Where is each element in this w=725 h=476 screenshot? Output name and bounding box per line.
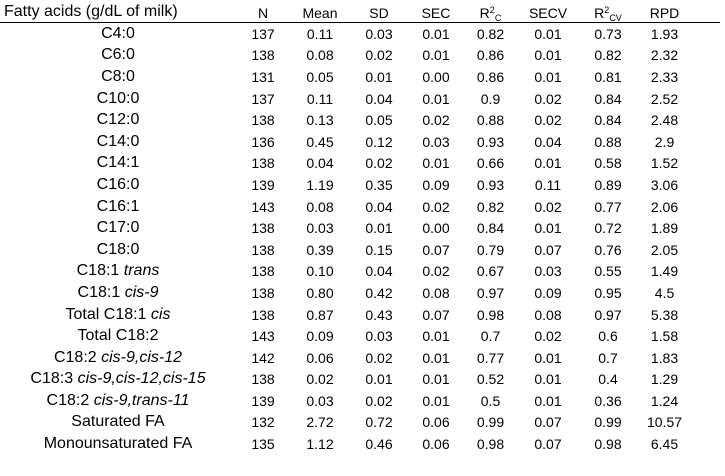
cell-secv: 0.07: [534, 241, 562, 258]
cell-sd: 0.15: [365, 241, 393, 258]
cell-r2cv: 0.84: [594, 112, 622, 129]
cell-sec: 0.01: [422, 155, 450, 172]
cell-rpd: 1.58: [650, 328, 679, 345]
cell-sd: 0.43: [365, 306, 393, 323]
cell-sec: 0.02: [422, 263, 450, 280]
cell-sec: 0.02: [422, 112, 450, 129]
table-row: [0, 282, 720, 304]
cell-mean: 0.87: [306, 306, 334, 323]
cell-sec: 0.01: [422, 90, 450, 107]
header-n: N: [236, 0, 290, 23]
cell-r2c: 0.5: [480, 392, 501, 409]
fatty-acid-name: C16:1: [96, 197, 140, 215]
cell-secv: 0.11: [534, 176, 562, 193]
cell-r2c: 0.93: [476, 133, 505, 150]
table-row: [0, 347, 720, 369]
cell-secv: 0.02: [534, 198, 562, 215]
fatty-acid-name: Total C18:1: [65, 305, 147, 323]
cell-n: 139: [251, 176, 275, 193]
cell-sec: 0.07: [422, 241, 450, 258]
cell-secv: 0.02: [534, 90, 562, 107]
cell-secv: 0.01: [534, 349, 562, 366]
fatty-acid-name-cell: [0, 304, 236, 326]
cell-sd: 0.72: [365, 414, 393, 431]
cell-mean: 0.13: [306, 112, 334, 129]
cell-r2c: 0.84: [476, 220, 505, 237]
cell-mean: 0.03: [306, 392, 334, 409]
fatty-acid-name-cell: [0, 347, 236, 369]
cell-r2cv: 0.6: [598, 328, 618, 345]
header-r2c-base: R: [479, 5, 490, 21]
cell-secv: 0.02: [534, 112, 562, 129]
cell-sd: 0.01: [365, 371, 393, 388]
fatty-acid-name-cell: [0, 390, 236, 412]
cell-spacer: [692, 217, 720, 239]
fatty-acid-name: C18:0: [96, 240, 140, 258]
fatty-acid-name: C16:0: [96, 175, 140, 193]
cell-spacer: [692, 412, 720, 434]
table-row: [0, 433, 720, 455]
cell-sd: 0.03: [365, 25, 393, 42]
cell-secv: 0.09: [534, 284, 562, 301]
cell-sec: 0.03: [422, 133, 450, 150]
cell-n: 131: [251, 68, 275, 85]
cell-sec: 0.06: [422, 414, 450, 431]
fatty-acid-isomer: cis-9,trans-11: [93, 391, 190, 409]
cell-rpd: 1.24: [650, 392, 679, 409]
table-row: [0, 66, 720, 88]
table-row: [0, 325, 720, 347]
table-row: [0, 109, 720, 131]
cell-sec: 0.01: [422, 349, 450, 366]
fatty-acid-name: C18:2: [46, 391, 90, 409]
cell-spacer: [692, 304, 720, 326]
cell-r2cv: 0.55: [594, 263, 622, 280]
cell-sd: 0.42: [365, 284, 393, 301]
cell-r2c: 0.86: [476, 68, 505, 85]
cell-spacer: [692, 109, 720, 131]
cell-secv: 0.01: [534, 371, 562, 388]
cell-rpd: 2.05: [650, 241, 679, 258]
cell-sd: 0.02: [365, 47, 393, 64]
cell-spacer: [692, 239, 720, 261]
cell-mean: 1.19: [306, 176, 334, 193]
cell-n: 143: [251, 328, 275, 345]
cell-sd: 0.04: [365, 263, 393, 280]
cell-rpd: 6.45: [650, 436, 679, 453]
cell-r2cv: 0.99: [594, 414, 622, 431]
cell-sec: 0.01: [422, 392, 450, 409]
cell-n: 135: [251, 436, 275, 453]
cell-rpd: 2.06: [650, 198, 679, 215]
header-r2cv: [579, 0, 637, 23]
cell-spacer: [692, 347, 720, 369]
header-spacer: [692, 0, 720, 23]
cell-r2cv: 0.76: [594, 241, 622, 258]
cell-mean: 0.04: [306, 155, 334, 172]
cell-r2cv: 0.82: [594, 47, 622, 64]
cell-sec: 0.02: [422, 198, 450, 215]
cell-spacer: [692, 88, 720, 110]
cell-rpd: 1.49: [650, 263, 679, 280]
fatty-acid-name: C10:0: [96, 89, 140, 107]
cell-spacer: [692, 282, 720, 304]
cell-sd: 0.12: [365, 133, 393, 150]
table-row: [0, 23, 720, 45]
cell-rpd: 2.32: [650, 47, 679, 64]
cell-spacer: [692, 390, 720, 412]
fatty-acid-name-cell: [0, 66, 236, 88]
cell-rpd: 1.89: [650, 220, 679, 237]
cell-r2cv: 0.4: [598, 371, 618, 388]
cell-n: 138: [251, 220, 275, 237]
cell-r2cv: 0.89: [594, 176, 622, 193]
cell-n: 137: [251, 25, 275, 42]
header-r2cv-sub: CV: [609, 13, 622, 23]
table-row: [0, 45, 720, 67]
cell-r2cv: 0.98: [594, 436, 622, 453]
cell-spacer: [692, 23, 720, 45]
header-fatty-acids: Fatty acids (g/dL of milk): [0, 0, 236, 23]
cell-sd: 0.03: [365, 328, 393, 345]
cell-r2cv: 0.73: [594, 25, 622, 42]
cell-spacer: [692, 369, 720, 391]
cell-mean: 0.80: [306, 284, 334, 301]
cell-r2c: 0.82: [476, 198, 505, 215]
fatty-acid-isomer: trans: [123, 262, 160, 280]
cell-n: 138: [251, 284, 275, 301]
cell-n: 132: [251, 414, 275, 431]
header-row: [0, 0, 720, 23]
fatty-acid-name: Saturated FA: [71, 413, 165, 431]
fatty-acid-isomer: cis-9,cis-12: [101, 348, 183, 366]
cell-r2cv: 0.58: [594, 155, 622, 172]
cell-secv: 0.01: [534, 25, 562, 42]
fatty-acid-name-cell: [0, 109, 236, 131]
cell-r2c: 0.9: [480, 90, 501, 107]
cell-mean: 0.08: [306, 47, 334, 64]
fatty-acid-name-cell: [0, 217, 236, 239]
cell-mean: 0.39: [306, 241, 334, 258]
table-row: [0, 304, 720, 326]
cell-sec: 0.08: [422, 284, 450, 301]
fatty-acid-name-cell: [0, 325, 236, 347]
cell-r2cv: 0.7: [598, 349, 618, 366]
fatty-acid-isomer: cis-9: [124, 283, 159, 301]
cell-mean: 0.11: [306, 25, 334, 42]
fatty-acid-name-cell: [0, 196, 236, 218]
cell-secv: 0.03: [534, 263, 562, 280]
cell-sec: 0.01: [422, 25, 450, 42]
fatty-acid-name-cell: [0, 131, 236, 153]
fatty-acid-name-cell: [0, 433, 236, 455]
cell-n: 138: [251, 47, 275, 64]
cell-rpd: 2.52: [650, 90, 679, 107]
cell-sd: 0.01: [365, 68, 393, 85]
table-row: [0, 412, 720, 434]
table-row: [0, 131, 720, 153]
cell-sec: 0.00: [422, 68, 450, 85]
header-sec: SEC: [408, 0, 464, 23]
fatty-acid-name: C4:0: [101, 24, 135, 42]
cell-secv: 0.08: [534, 306, 562, 323]
cell-r2c: 0.66: [476, 155, 505, 172]
cell-r2cv: 0.72: [594, 220, 622, 237]
cell-sec: 0.01: [422, 47, 450, 64]
cell-sec: 0.01: [422, 328, 450, 345]
cell-sec: 0.00: [422, 220, 450, 237]
table-row: [0, 88, 720, 110]
fatty-acid-name-cell: [0, 23, 236, 45]
header-r2cv-sup: 2: [604, 5, 610, 15]
fatty-acid-name: C6:0: [101, 46, 135, 64]
cell-rpd: 2.33: [650, 68, 679, 85]
cell-sd: 0.01: [365, 220, 393, 237]
cell-rpd: 1.29: [650, 371, 679, 388]
cell-sd: 0.02: [365, 155, 393, 172]
cell-r2cv: 0.36: [594, 392, 622, 409]
cell-n: 138: [251, 241, 275, 258]
cell-sd: 0.04: [365, 198, 393, 215]
cell-r2cv: 0.84: [594, 90, 622, 107]
table-row: [0, 217, 720, 239]
table-row: [0, 369, 720, 391]
cell-mean: 0.08: [306, 198, 334, 215]
cell-mean: 0.45: [306, 133, 334, 150]
cell-n: 138: [251, 263, 275, 280]
cell-r2c: 0.97: [476, 284, 505, 301]
cell-r2cv: 0.81: [594, 68, 622, 85]
cell-secv: 0.01: [534, 392, 562, 409]
cell-sd: 0.02: [365, 392, 393, 409]
header-secv: SECV: [517, 0, 579, 23]
table-row: [0, 261, 720, 283]
cell-sd: 0.35: [365, 176, 393, 193]
fatty-acid-name-cell: [0, 369, 236, 391]
table-header: [0, 0, 720, 23]
fatty-acid-name: C14:0: [96, 132, 140, 150]
fatty-acid-isomer: cis-9,cis-12,cis-15: [77, 370, 206, 388]
cell-r2c: 0.98: [476, 436, 505, 453]
cell-mean: 0.03: [306, 220, 334, 237]
cell-secv: 0.07: [534, 414, 562, 431]
fatty-acid-name: C18:1: [76, 262, 120, 280]
table-row: [0, 174, 720, 196]
fatty-acid-isomer: cis: [150, 305, 171, 323]
cell-spacer: [692, 433, 720, 455]
fatty-acid-name: C14:1: [96, 154, 140, 172]
table-row: [0, 390, 720, 412]
fatty-acid-name: C17:0: [96, 219, 140, 237]
cell-secv: 0.01: [534, 220, 562, 237]
fatty-acid-name: C18:2: [53, 348, 97, 366]
cell-mean: 0.10: [306, 263, 334, 280]
cell-spacer: [692, 325, 720, 347]
cell-mean: 0.05: [306, 68, 334, 85]
header-mean: Mean: [290, 0, 350, 23]
cell-rpd: 1.52: [650, 155, 679, 172]
cell-secv: 0.02: [534, 328, 562, 345]
cell-secv: 0.01: [534, 155, 562, 172]
cell-r2c: 0.88: [476, 112, 505, 129]
cell-spacer: [692, 153, 720, 175]
cell-r2c: 0.7: [480, 328, 501, 345]
cell-mean: 0.06: [306, 349, 334, 366]
cell-mean: 0.11: [306, 90, 334, 107]
cell-sec: 0.06: [422, 436, 450, 453]
fatty-acid-name: C18:1: [77, 283, 121, 301]
table-body: [0, 23, 720, 455]
cell-n: 138: [251, 306, 275, 323]
cell-spacer: [692, 131, 720, 153]
cell-r2cv: 0.77: [594, 198, 622, 215]
fatty-acid-name: C8:0: [101, 67, 135, 85]
cell-rpd: 1.83: [650, 349, 679, 366]
fatty-acid-name: C12:0: [96, 111, 140, 129]
cell-spacer: [692, 66, 720, 88]
cell-n: 137: [251, 90, 275, 107]
cell-sd: 0.02: [365, 349, 393, 366]
cell-rpd: 3.06: [650, 176, 679, 193]
cell-n: 136: [251, 133, 275, 150]
cell-mean: 0.02: [306, 371, 334, 388]
fatty-acid-name-cell: [0, 45, 236, 67]
table-row: [0, 239, 720, 261]
cell-secv: 0.01: [534, 47, 562, 64]
cell-rpd: 10.57: [646, 414, 683, 431]
cell-secv: 0.04: [534, 133, 562, 150]
cell-r2c: 0.79: [476, 241, 505, 258]
cell-spacer: [692, 196, 720, 218]
fatty-acid-name: Monounsaturated FA: [43, 435, 193, 453]
fatty-acid-name-cell: [0, 261, 236, 283]
cell-rpd: 1.93: [650, 25, 679, 42]
fatty-acid-name-cell: [0, 239, 236, 261]
header-r2c-sub: C: [494, 13, 502, 23]
cell-r2c: 0.52: [476, 371, 505, 388]
cell-n: 138: [251, 112, 275, 129]
header-sd: SD: [350, 0, 408, 23]
cell-n: 138: [251, 371, 275, 388]
cell-r2c: 0.99: [476, 414, 505, 431]
header-rpd: RPD: [637, 0, 692, 23]
fatty-acid-name-cell: [0, 153, 236, 175]
cell-n: 138: [251, 155, 275, 172]
cell-r2c: 0.93: [476, 176, 505, 193]
cell-sd: 0.05: [365, 112, 393, 129]
cell-r2cv: 0.88: [594, 133, 622, 150]
cell-mean: 1.12: [306, 436, 334, 453]
cell-sec: 0.01: [422, 371, 450, 388]
cell-rpd: 4.5: [654, 284, 675, 301]
cell-spacer: [692, 45, 720, 67]
cell-r2c: 0.82: [476, 25, 505, 42]
cell-spacer: [692, 261, 720, 283]
cell-mean: 2.72: [306, 414, 334, 431]
header-r2c-sup: 2: [489, 5, 495, 15]
cell-sd: 0.46: [365, 436, 393, 453]
cell-sd: 0.04: [365, 90, 393, 107]
fatty-acid-name: C18:3: [30, 370, 74, 388]
cell-r2cv: 0.95: [594, 284, 622, 301]
cell-n: 139: [251, 392, 275, 409]
cell-n: 143: [251, 198, 275, 215]
fatty-acid-name-cell: [0, 174, 236, 196]
fatty-acid-name: Total C18:2: [77, 327, 159, 345]
cell-sec: 0.09: [422, 176, 450, 193]
table-row: [0, 196, 720, 218]
cell-sec: 0.07: [422, 306, 450, 323]
cell-r2c: 0.86: [476, 47, 505, 64]
cell-rpd: 2.48: [650, 112, 679, 129]
cell-mean: 0.09: [306, 328, 334, 345]
header-r2cv-base: R: [594, 5, 605, 21]
fatty-acid-name-cell: [0, 88, 236, 110]
cell-n: 142: [251, 349, 275, 366]
cell-secv: 0.01: [534, 68, 562, 85]
fatty-acid-name-cell: [0, 412, 236, 434]
fatty-acid-name-cell: [0, 282, 236, 304]
header-r2c: [464, 0, 517, 23]
cell-rpd: 5.38: [650, 306, 679, 323]
cell-r2cv: 0.97: [594, 306, 622, 323]
table-row: [0, 153, 720, 175]
cell-spacer: [692, 174, 720, 196]
cell-r2c: 0.67: [476, 263, 505, 280]
cell-rpd: 2.9: [654, 133, 675, 150]
cell-r2c: 0.98: [476, 306, 505, 323]
cell-r2c: 0.77: [476, 349, 505, 366]
cell-secv: 0.07: [534, 436, 562, 453]
